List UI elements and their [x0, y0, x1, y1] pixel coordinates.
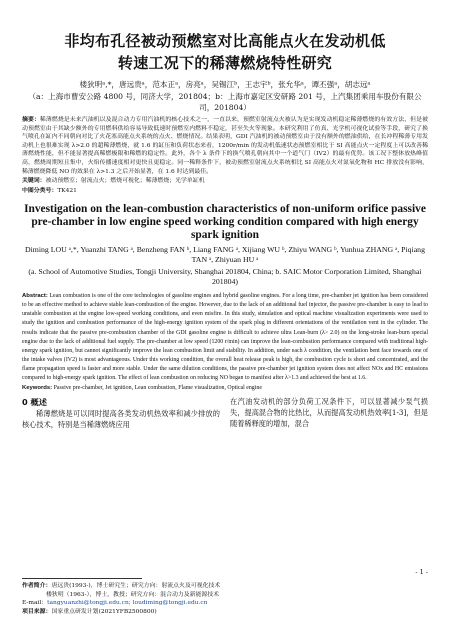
chinese-abstract-label: 摘要：	[22, 117, 40, 123]
chinese-title	[22, 0, 428, 74]
chinese-affiliation: （a：上海市曹安公路 4800 号，同济大学，201804；b：上海市嘉定区安研路 201 号，上汽集团乘用车股份有限公司，201804）	[28, 92, 422, 112]
chinese-authors: 楼狄明ᵃ,*，唐远贵ᵃ，范本正ᵃ，房亮ᵃ，吴锡江ᵇ，王志宇ᵇ，张允华ᵃ，谭丕强ᵃ，胡志远ᵃ	[79, 80, 371, 89]
footnote-author1	[22, 582, 428, 591]
intro-right-column	[230, 396, 428, 430]
chinese-abstract	[22, 116, 428, 176]
chinese-keywords	[22, 177, 428, 186]
chinese-title-line2: 转速工况下的稀薄燃烧特性研究	[117, 54, 333, 72]
chinese-title-line1: 非均布孔径被动预燃室对比高能点火在发动机低	[64, 32, 386, 50]
english-keywords-label: Keywords:	[22, 385, 53, 392]
footnote-author1-text: 唐远贵(1993-)，博士研究生；研究方向：射流点火及可视化技术	[51, 583, 221, 589]
chinese-clc-text: TK421	[57, 187, 77, 194]
footnote-author2-text: 楼狄明（1963-），博士，教授；研究方向：混合动力及新能源技术	[46, 591, 220, 598]
footnote-email	[22, 599, 428, 608]
footnote-email-link[interactable]: tangyuanzhi@tongji.edu.cn; loudiming@tongji.edu.cn	[47, 600, 208, 607]
page-number: - 1 -	[415, 568, 428, 576]
footnote-project-text: 国家重点研发计划(2021YFB2500800)	[51, 608, 157, 615]
intro-left-column	[22, 396, 220, 430]
chinese-keywords-label: 关键词：	[22, 178, 46, 185]
footnote-project	[22, 608, 428, 617]
english-authors: Diming LOU ᵃ,*, Yuanzhi TANG ᵃ, Benzheng FAN ᵇ, Liang FANG ᵃ, Xijiang WU ᵇ, Zhiyu WANG ᵇ, Yunhua ZHANG ᵃ, Piqiang TAN ᵃ, Zhiyuan HU ᵃ	[25, 245, 425, 265]
english-abstract	[22, 292, 428, 383]
footnote-email-label: E-mail：	[22, 600, 48, 607]
intro-text-right: 在汽油发动机的部分负荷工况条件下，可以显著减少泵气损失，提高混合物的比热比，从而提高发动机热效率[1-3]，但是随着稀释度的增加，混合	[230, 397, 428, 429]
english-affiliation: (a. School of Automotive Studies, Tongji University, Shanghai 201804, China; b. SAIC Motor Corporation Limited, Shanghai 201804)	[28, 267, 422, 287]
english-title: Investigation on the lean-combustion characteristics of non-uniform orifice passive pre-chamber in low engine speed working condition compared with high energy spark ignition	[24, 203, 426, 241]
chinese-clc	[22, 187, 428, 196]
intro-text-left: 稀薄燃烧是可以同时提高各类发动机热效率和减少排放的核心技术，特别是当稀薄燃烧应用	[22, 409, 220, 430]
footnotes	[22, 582, 428, 616]
english-abstract-text: Lean combustion is one of the core technologies of gasoline engines and hybrid gasoline engines. For a long time, pre-chamber jet ignition has been considered to be an effective method to achieve stable lean-combustion of the engine. However, due to the lack of an additional fuel injector, the passive pre-chamber is easy to lead to unstable combustion at the engine low-speed working conditions, and even misfire. In this study, simulation and optical machine visualization experiments were used to study the ignition and combustion performance of the high-energy ignition system of the spark plug in different orientations of the ventilation vent in the cylinder. The results indicate that the passive pre-combustion chamber of the GDI gasoline engine is difficult to achieve ultra Lean-burn (λ> 2.0) on the long-stroke lean-burn special engine due to the lack of additional fuel supply. The pre-chamber at low speed (1200 r/min) can improve the lean-combustion performance compared with traditional high-energy spark ignition, but cannot significantly improve the lean combustion limit and stability. In addition, under each λ condition, the ventilation bent face towards one of the intake valves (IV2) is most advantageous. Under this working condition, the overall heat release peak is high, the combustion cycle is short and concentrated, and the flame propagation speed is faster and more stable. Under the same dilution conditions, the passive pre-chamber jet ignition system does not affect NOx and HC emissions compared to high-energy spark ignition. The effect of lean combustion on reducing NO began to manifest after λ>1.3 and achieved the best at 1.6.	[22, 293, 428, 381]
section-heading: 0 概述	[22, 397, 47, 408]
footnote-author-label: 作者简介：	[22, 583, 52, 589]
intro-columns	[22, 396, 428, 430]
english-keywords	[22, 384, 428, 393]
chinese-abstract-text: 稀薄燃烧是未来汽油机以及混合动力专用汽油机的核心技术之一，一直以来，预燃室射流点火被认为是实现发动机稳定稀薄燃烧的有效方法，但是被动预燃室由于其缺少额外的专用燃料供给容易导致低速时预燃室内燃料不稳定，甚至失火等现象。本研究利用了仿真、光学机可视化试验等手段，研究了换气喷孔在缸内不同朝向对比了火花塞高能点火系统的点火、燃烧情况。结果表明，GDI 汽油机的被动预燃室由于没有额外的燃油供给，在长冲程稀薄专用发动机上也很难实现 λ>2.0 的超稀薄燃烧，就 1.6 的缸压和负荷状态来看，1200r/min 的发动机低速状态预燃室相比于 SI 高能点火一定程度上可以改善稀薄燃烧性能，但不能显著提高稀燃极限和稀燃的稳定性。此外，各个 λ 条件下的换气喷孔朝向其中一个道气门（IV2）的最有优势。该工况下整体放热峰值高，燃烧周期短且集中，火焰传播速度相对更快且更稳定。同一稀释条件下，被动预燃室射流点火系统相比 SI 高能点火对氮氧化物和 HC 排放没有影响，稀薄燃烧降低 NO 的效果在 λ>1.3 之后开始显著，在 1.6 时达到最佳。	[22, 117, 429, 175]
chinese-clc-label: 中图分类号：	[22, 187, 58, 194]
chinese-keywords-text: 被动预燃室；射流点火；燃烧可视化；稀薄燃烧；光学单缸机	[45, 178, 205, 185]
english-abstract-label: Abstract:	[22, 293, 48, 300]
footnote-author2	[22, 591, 428, 600]
english-keywords-text: Passive pre-chamber, Jet ignition, Lean combustion, Flame visualization, Optical engine	[53, 385, 262, 392]
footnote-divider	[22, 578, 142, 579]
footnote-project-label: 项目来源：	[22, 608, 52, 615]
